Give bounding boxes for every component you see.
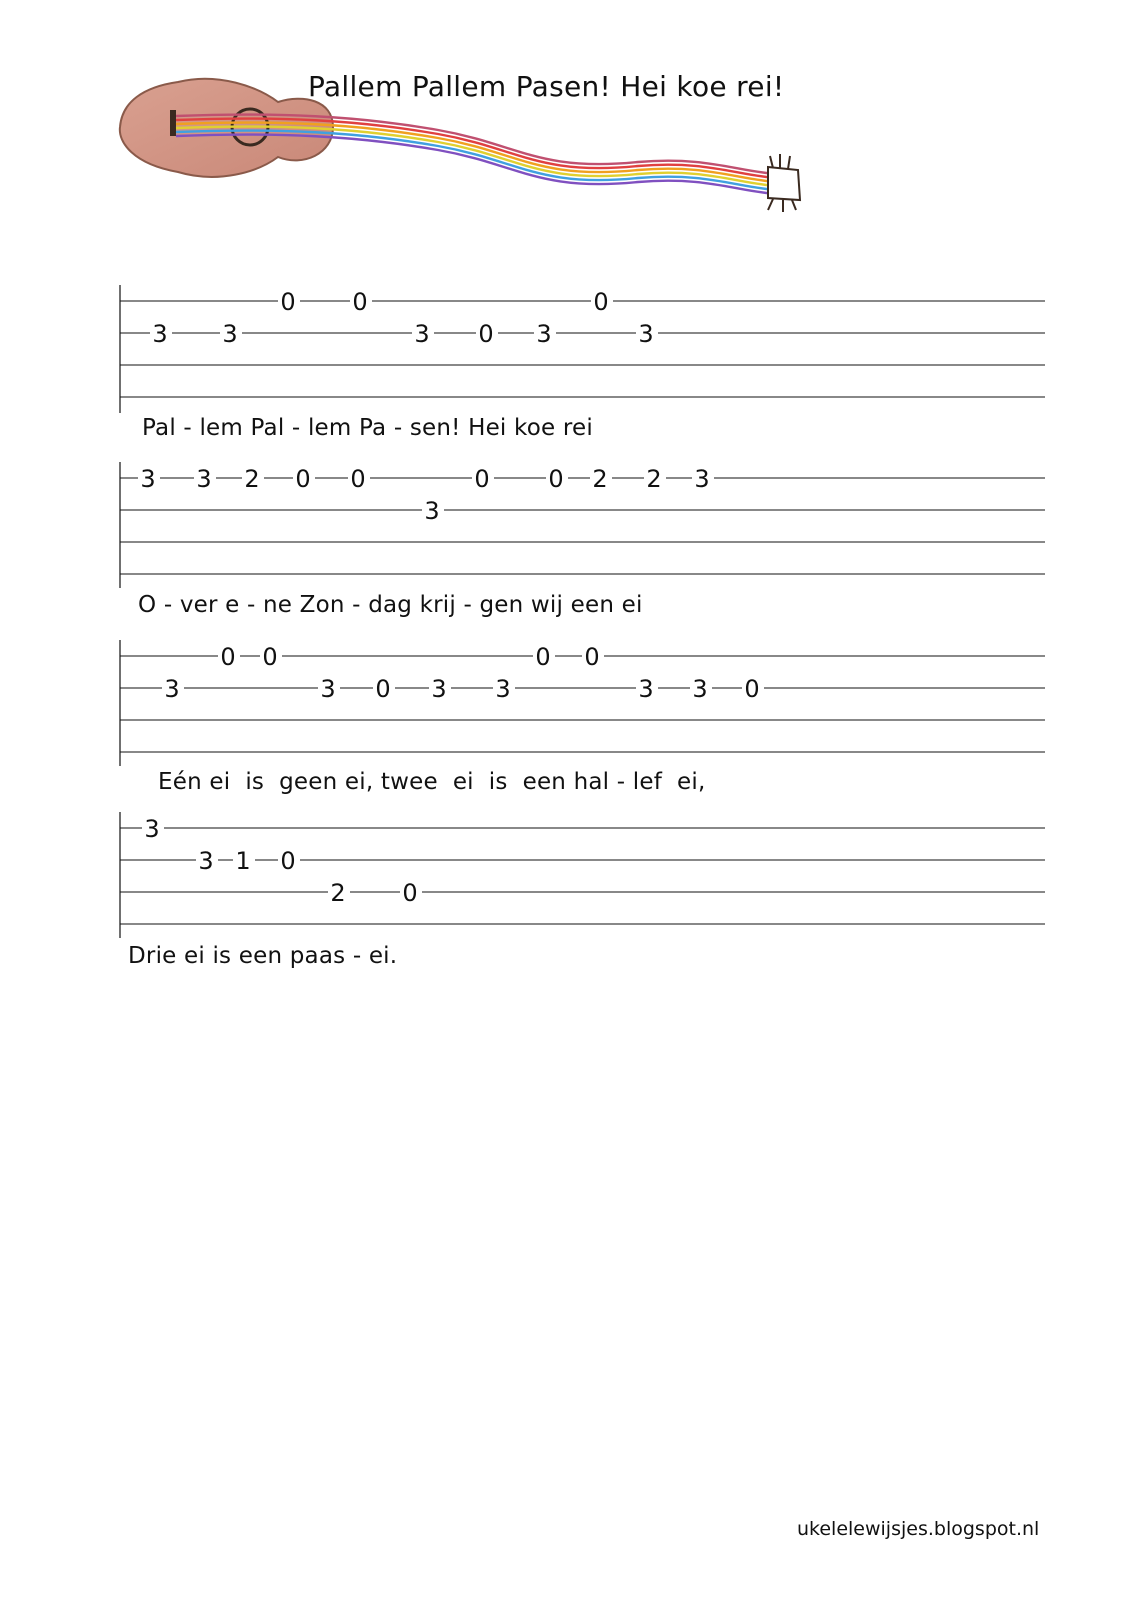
tab-note: 3 — [152, 320, 168, 348]
tab-note: 3 — [320, 675, 336, 703]
tab-note: 0 — [584, 643, 600, 671]
tab-note: 0 — [262, 643, 278, 671]
tab-note: 3 — [536, 320, 552, 348]
tab-staff-3-svg — [120, 640, 1050, 770]
tab-note: 0 — [744, 675, 760, 703]
tab-note: 0 — [593, 288, 609, 316]
tab-note: 0 — [548, 465, 564, 493]
tab-note: 0 — [352, 288, 368, 316]
tab-note: 3 — [431, 675, 447, 703]
tab-line-1-notes — [150, 288, 658, 348]
tab-note: 0 — [478, 320, 494, 348]
tab-line-4-notes — [142, 815, 422, 907]
lyric-line-4: Drie ei is een paas - ei. — [128, 943, 398, 969]
tab-staff-4-svg — [120, 812, 1050, 942]
tab-staff-3 — [120, 640, 1070, 770]
tab-note: 2 — [244, 465, 260, 493]
tab-note: 0 — [402, 879, 418, 907]
tab-note: 3 — [495, 675, 511, 703]
tab-note: 3 — [196, 465, 212, 493]
tab-staff-4 — [120, 812, 1070, 942]
tab-note: 2 — [330, 879, 346, 907]
tab-note: 3 — [140, 465, 156, 493]
tab-note: 3 — [164, 675, 180, 703]
tab-note: 1 — [235, 847, 251, 875]
lyric-line-2: O - ver e - ne Zon - dag krij - gen wij een ei — [138, 592, 643, 618]
tab-note: 0 — [535, 643, 551, 671]
tab-note: 0 — [350, 465, 366, 493]
page-title: Pallem Pallem Pasen! Hei koe rei! — [308, 70, 785, 103]
tab-staff-1-svg — [120, 285, 1050, 415]
tab-note: 3 — [414, 320, 430, 348]
lyric-line-1: Pal - lem Pal - lem Pa - sen! Hei koe rei — [142, 415, 593, 441]
footer-url: ukelelewijsjes.blogspot.nl — [797, 1518, 1040, 1540]
tab-staff-1 — [120, 285, 1070, 415]
tab-note: 0 — [375, 675, 391, 703]
tab-note: 0 — [280, 847, 296, 875]
tab-staff-2-svg — [120, 462, 1050, 592]
tab-note: 2 — [592, 465, 608, 493]
tab-note: 2 — [646, 465, 662, 493]
tab-note: 3 — [692, 675, 708, 703]
tab-note: 3 — [198, 847, 214, 875]
tab-note: 0 — [280, 288, 296, 316]
tab-note: 0 — [220, 643, 236, 671]
tab-note: 3 — [638, 675, 654, 703]
tab-note: 3 — [144, 815, 160, 843]
tab-note: 3 — [424, 497, 440, 525]
tab-note: 3 — [222, 320, 238, 348]
tab-line-2-notes — [138, 465, 714, 525]
tab-staff-2 — [120, 462, 1070, 592]
tab-line-3-notes — [162, 643, 764, 703]
lyric-line-3: Eén ei is geen ei, twee ei is een hal - lef ei, — [158, 769, 706, 795]
tab-note: 0 — [295, 465, 311, 493]
tab-note: 3 — [694, 465, 710, 493]
tab-note: 3 — [638, 320, 654, 348]
tab-note: 0 — [474, 465, 490, 493]
